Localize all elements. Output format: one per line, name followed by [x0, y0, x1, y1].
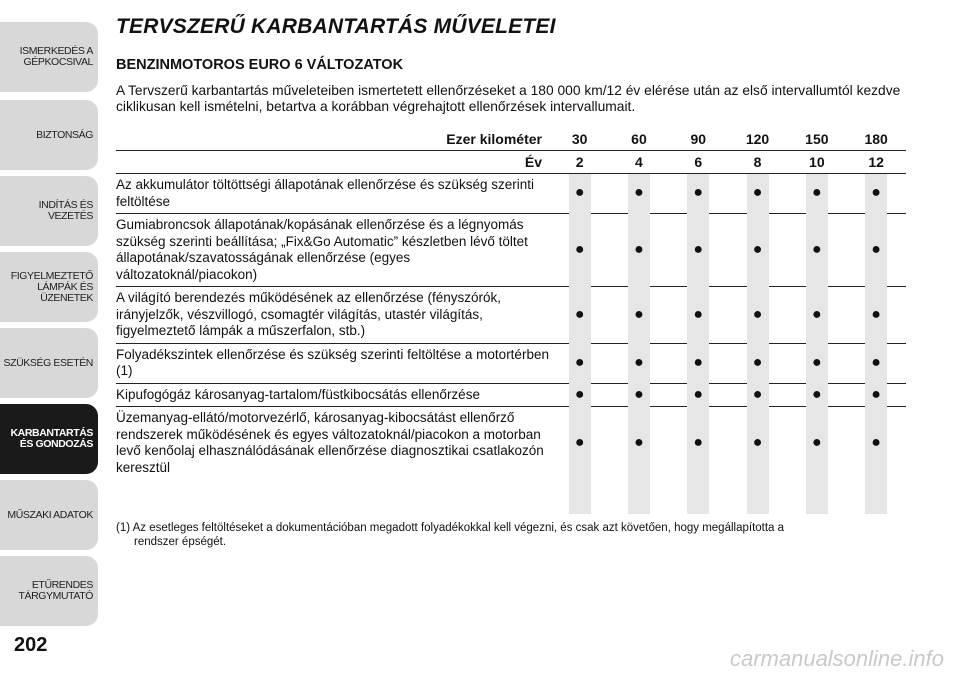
table-row — [116, 407, 906, 479]
service-mark: ● — [812, 385, 822, 403]
service-mark: ● — [871, 240, 881, 258]
year-value: 2 — [575, 154, 584, 170]
footnote-text: Az esetleges feltöltéseket a dokumentációban megadott folyadékokkal kell végezni, és csak azt követően, hogy megállapította a — [132, 522, 785, 534]
table-row — [116, 287, 906, 343]
table-row — [116, 174, 906, 213]
service-mark: ● — [634, 184, 644, 202]
service-mark: ● — [634, 240, 644, 258]
section-tab-label: SZÜKSÉG ESETÉN — [3, 356, 93, 369]
service-mark: ● — [752, 240, 763, 258]
service-mark: ● — [812, 353, 822, 371]
section-tab[interactable] — [0, 176, 98, 246]
service-mark: ● — [871, 385, 881, 403]
watermark: carmanualsonline.info — [729, 646, 944, 671]
service-mark: ● — [693, 353, 704, 371]
service-mark: ● — [871, 353, 881, 371]
km-value: 90 — [690, 131, 707, 147]
section-subtitle: BENZINMOTOROS EURO 6 VÁLTOZATOK — [116, 57, 404, 73]
year-value: 10 — [809, 154, 825, 170]
year-value: 8 — [753, 154, 762, 170]
year-value: 6 — [694, 154, 703, 170]
row-description: Kipufogógáz károsanyag-tartalom/füstkibocsátás ellenőrzése — [116, 386, 480, 402]
service-mark: ● — [693, 305, 704, 323]
service-mark: ● — [752, 433, 763, 451]
page-title: TERVSZERŰ KARBANTARTÁS MŰVELETEI — [116, 15, 556, 38]
service-mark: ● — [752, 385, 763, 403]
year-value: 4 — [635, 154, 643, 170]
service-mark: ● — [693, 433, 704, 451]
table-row — [116, 384, 906, 407]
service-mark: ● — [634, 385, 644, 403]
service-mark: ● — [812, 305, 822, 323]
intro-paragraph: A Tervszerű karbantartás műveleteiben ismertetett ellenőrzéseket a 180 000 km/12 év elérése után az első intervallumtól kezdve ciklikusan kell ismételni, betartva a korábban végrehajtott ellenőrzések intervallumait. — [116, 83, 901, 114]
service-mark: ● — [574, 433, 585, 451]
section-tab-label: BIZTONSÁG — [36, 128, 93, 141]
service-mark: ● — [634, 305, 644, 323]
km-header-label: Ezer kilométer — [446, 131, 542, 147]
section-tab-label: ETŰRENDES TÁRGYMUTATÓ — [18, 579, 93, 602]
row-description: A világító berendezés működésének az ellenőrzése (fényszórók, irányjelzők, vészvillogó, csomagtér világítás, utastér világítás, figyelmeztető lámpák a műszerfalon, stb.) — [116, 290, 501, 338]
service-mark: ● — [693, 184, 704, 202]
section-tab-label: ISMERKEDÉS A GÉPKOCSIVAL — [19, 45, 93, 68]
section-tab[interactable] — [0, 404, 98, 474]
page-number: 202 — [14, 634, 48, 656]
km-value: 150 — [805, 131, 829, 147]
service-mark: ● — [693, 385, 704, 403]
service-mark: ● — [812, 184, 822, 202]
section-tab[interactable] — [0, 556, 98, 626]
year-header-row — [116, 151, 906, 173]
column-shading — [569, 174, 591, 514]
service-mark: ● — [574, 385, 585, 403]
section-tabs — [0, 0, 100, 678]
service-mark: ● — [634, 353, 644, 371]
maintenance-table — [116, 128, 906, 479]
service-mark: ● — [812, 240, 822, 258]
section-tab[interactable] — [0, 480, 98, 550]
km-value: 60 — [631, 131, 647, 147]
service-mark: ● — [752, 184, 763, 202]
column-shading — [687, 174, 709, 514]
table-row — [116, 214, 906, 286]
service-mark: ● — [871, 305, 881, 323]
service-mark: ● — [574, 184, 585, 202]
km-value: 30 — [571, 131, 588, 147]
section-tab-label: FIGYELMEZTETŐ LÁMPÁK ÉS ÜZENETEK — [10, 269, 93, 304]
row-description: Az akkumulátor töltöttségi állapotának ellenőrzése és szükség szerinti feltöltése — [116, 177, 534, 209]
service-mark: ● — [693, 240, 704, 258]
section-tab-label: MŰSZAKI ADATOK — [7, 508, 93, 521]
service-mark: ● — [634, 433, 644, 451]
footnote-text-cont: rendszer épségét. — [134, 536, 227, 548]
year-value: 12 — [868, 154, 884, 170]
column-shading — [747, 174, 769, 514]
section-tab[interactable] — [0, 252, 98, 322]
service-mark: ● — [574, 353, 585, 371]
table-row — [116, 344, 906, 383]
section-tab-label: INDÍTÁS ÉS VEZETÉS — [38, 199, 93, 222]
section-tab[interactable] — [0, 100, 98, 170]
main-content — [116, 14, 906, 115]
km-value: 180 — [864, 131, 888, 147]
row-description: Folyadékszintek ellenőrzése és szükség szerinti feltöltése a motortérben (1) — [116, 346, 549, 378]
service-mark: ● — [812, 433, 822, 451]
footnote — [116, 521, 896, 549]
service-mark: ● — [752, 305, 763, 323]
section-tab[interactable] — [0, 22, 98, 92]
footnote-marker: (1) — [116, 522, 131, 534]
column-shading — [865, 174, 887, 514]
service-mark: ● — [752, 353, 763, 371]
column-shading — [628, 174, 650, 514]
km-value: 120 — [745, 131, 770, 147]
column-shading — [806, 174, 828, 514]
row-description: Üzemanyag-ellátó/motorvezérlő, károsanyag-kibocsátást ellenőrző rendszerek működésének és egyes változatoknál/piacokon a motorban levő kenőolaj elhasználódásának ellenőrzése diagnosztikai csatlakozón keresztül — [116, 410, 544, 475]
service-mark: ● — [574, 305, 585, 323]
row-description: Gumiabroncsok állapotának/kopásának ellenőrzése és a légnyomás szükség szerinti beállítása; „Fix&Go Automatic” készletben lévő töltet állapotának/szavatosságának ellenőrzése (egyes változatoknál/piacokon) — [116, 217, 528, 282]
service-mark: ● — [871, 433, 881, 451]
section-tab[interactable] — [0, 328, 98, 398]
section-tab-label: KARBANTARTÁS ÉS GONDOZÁS — [10, 427, 93, 450]
service-mark: ● — [574, 240, 585, 258]
year-header-label: Év — [524, 154, 542, 170]
service-mark: ● — [871, 184, 881, 202]
km-header-row — [116, 128, 906, 150]
